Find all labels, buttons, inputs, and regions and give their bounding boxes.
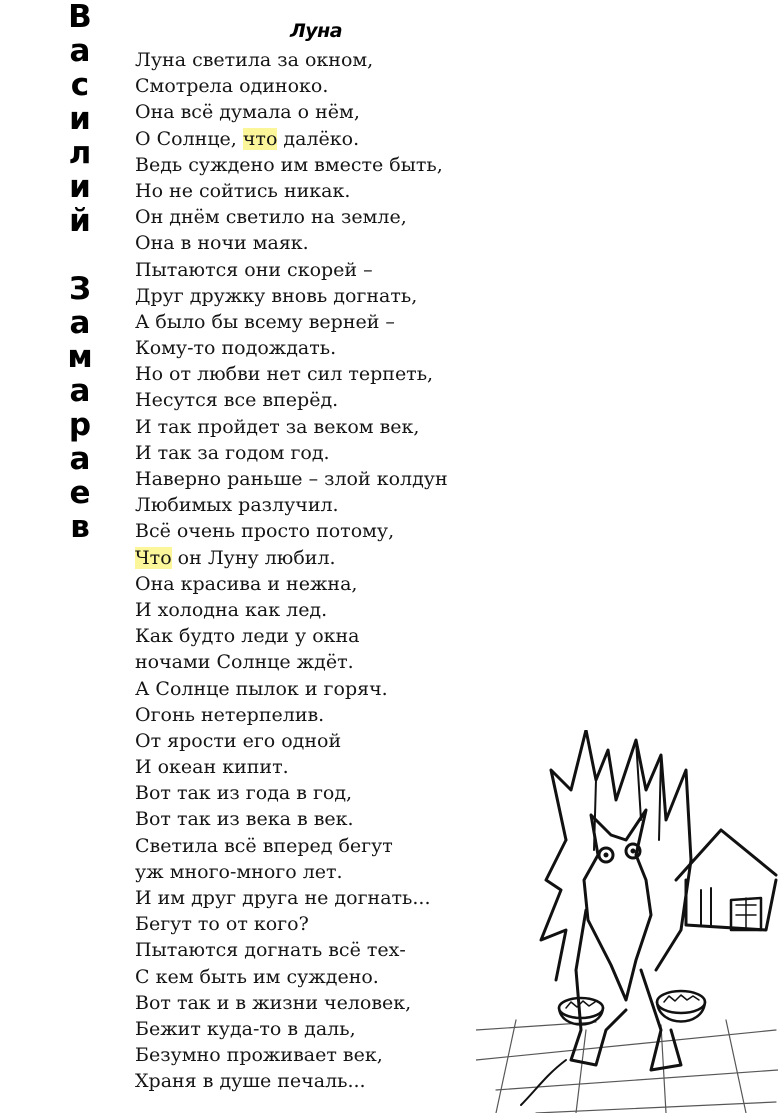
- poem-line: И холодна как лед.: [135, 598, 328, 621]
- author-letter: а: [69, 33, 91, 69]
- poem-line: А было бы всему верней –: [135, 310, 395, 333]
- author-letter: и: [69, 169, 91, 205]
- poem-line: Друг дружку вновь догнать,: [135, 284, 418, 307]
- poem-line: Она красива и нежна,: [135, 572, 358, 595]
- poem-title: Луна: [290, 20, 343, 42]
- highlighted-word: что: [242, 127, 278, 150]
- poem-line-text: далёко.: [277, 127, 360, 150]
- author-letter: В: [68, 0, 92, 35]
- poem-line-text: он Луну любил.: [171, 546, 336, 569]
- author-letter: с: [70, 67, 90, 103]
- poem-line: Наверно раньше – злой колдун: [135, 468, 448, 490]
- poem-line: Несутся все вперёд.: [135, 389, 339, 412]
- author-first-name: [68, 2, 92, 240]
- author-name-vertical: [62, 2, 98, 546]
- poem-line: А Солнце пылок и горяч.: [135, 677, 388, 700]
- poem-line: Она всё думала о нём,: [135, 101, 360, 124]
- poem-line: Вот так из века в век.: [135, 808, 354, 831]
- poem-line: И так за годом год.: [135, 441, 330, 464]
- wolf-illustration: [476, 730, 778, 1113]
- poem-line: Всё очень просто потому,: [135, 520, 395, 543]
- poem-line: Она в ночи маяк.: [135, 232, 309, 255]
- author-letter: а: [69, 441, 91, 477]
- highlighted-word: Что: [135, 546, 172, 569]
- poem-line: Пытаются догнать всё тех-: [135, 939, 406, 962]
- poem-line: ночами Солнце ждёт.: [135, 651, 354, 674]
- poem-line: Ведь суждено им вместе быть,: [135, 153, 443, 176]
- author-letter: р: [68, 407, 92, 443]
- poem-line: Луна светила за окном,: [135, 49, 374, 71]
- author-letter: е: [69, 475, 91, 511]
- poem-body: [135, 47, 448, 1095]
- poem-line: Но не сойтись никак.: [135, 179, 351, 202]
- author-letter: в: [70, 509, 90, 545]
- poem-line: Любимых разлучил.: [135, 494, 339, 517]
- author-letter: и: [69, 101, 91, 137]
- poem-line: Светила всё вперед бегут: [135, 834, 393, 857]
- author-letter: л: [68, 135, 92, 171]
- poem-line: От ярости его одной: [135, 729, 342, 752]
- poem-line: И океан кипит.: [135, 756, 289, 779]
- poem-line: С кем быть им суждено.: [135, 965, 379, 988]
- poem-line: Смотрела одиноко.: [135, 75, 329, 98]
- poem-line: Как будто леди у окна: [135, 625, 360, 648]
- poem-line: И так пройдет за веком век,: [135, 415, 420, 438]
- poem-line: [135, 126, 448, 152]
- poem-line: Вот так из года в год,: [135, 782, 353, 805]
- author-last-name: [67, 271, 93, 546]
- poem-line: Вот так и в жизни человек,: [135, 991, 412, 1014]
- poem-line: И им друг друга не догнать...: [135, 887, 431, 909]
- author-letter: а: [69, 305, 91, 341]
- poem-line-text: О Солнце,: [135, 127, 243, 150]
- author-letter: м: [67, 339, 93, 375]
- author-letter: й: [69, 203, 91, 239]
- poem-line: Кому-то подождать.: [135, 337, 337, 360]
- poem-line: Огонь нетерпелив.: [135, 703, 325, 726]
- poem-line: Бежит куда-то в даль,: [135, 1017, 356, 1040]
- poem-line: Пытаются они скорей –: [135, 258, 373, 281]
- poem-line: Но от любви нет сил терпеть,: [135, 363, 434, 386]
- poem-line: уж много-много лет.: [135, 860, 343, 883]
- poem-line: Безумно проживает век,: [135, 1044, 383, 1067]
- author-letter: а: [69, 373, 91, 409]
- poem-line: Бегут то от кого?: [135, 913, 309, 936]
- author-letter: З: [68, 271, 92, 307]
- poem-line: Он днём светило на земле,: [135, 206, 407, 229]
- poem-line: [135, 545, 448, 571]
- poem-line: Храня в душе печаль...: [135, 1070, 366, 1093]
